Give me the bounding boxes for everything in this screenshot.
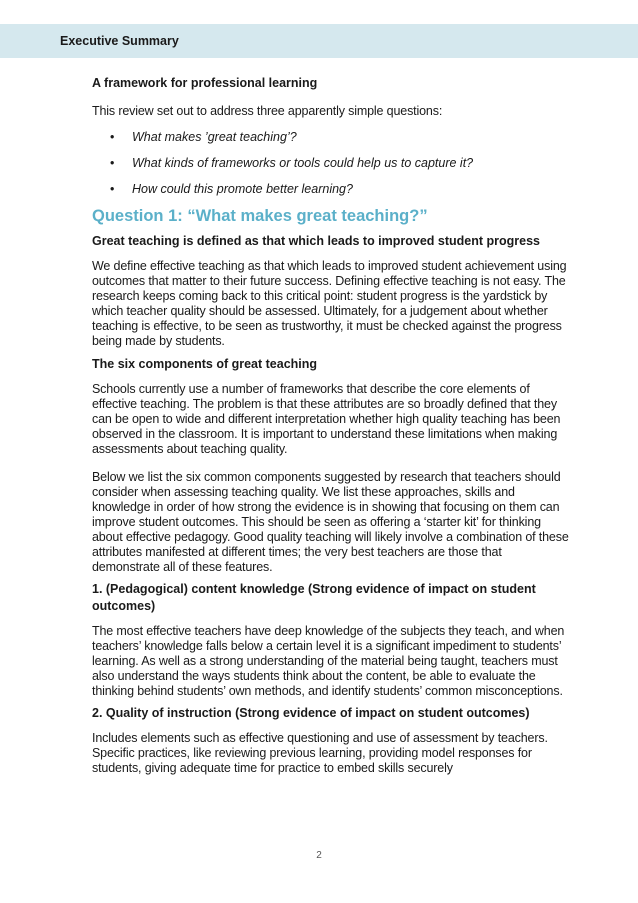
intro-text: This review set out to address three apparently simple questions: bbox=[92, 104, 443, 118]
bullet-icon: • bbox=[110, 182, 115, 196]
list-item: • How could this promote better learning? bbox=[110, 182, 353, 196]
components-text-2: Below we list the six common components suggested by research that teachers should consider when assessing teaching quality. We list these approaches, skills and knowledge in order of how strong the evidence is in showing that focusing on them can improve student outcomes. This should be seen as offering a ‘starter kit’ for thinking about effective pedagogy. Good quality teaching will likely involve a combination of these attributes manifested at different times; the very best teachers are those that demonstrate all of these features. bbox=[92, 470, 569, 574]
intro-heading: A framework for professional learning bbox=[92, 76, 318, 90]
page-number: 2 bbox=[316, 850, 322, 861]
component-2-heading: 2. Quality of instruction (Strong evidence of impact on student outcomes) bbox=[92, 706, 530, 720]
component-1-text: The most effective teachers have deep knowledge of the subjects they teach, and when teachers’ knowledge falls below a certain level it is a significant impediment to students’ learning. As well as a strong understanding of the material being taught, teachers must also understand the ways students think about the content, be able to evaluate the thinking behind students’ own methods, and identify students’ common misconceptions. bbox=[92, 624, 565, 698]
definition-text: We define effective teaching as that which leads to improved student achievement using outcomes that matter to their future success. Defining effective teaching is not easy. The research keeps coming back to this critical point: student progress is the yardstick by which teacher quality should be assessed. Ultimately, for a judgement about whether teaching is effective, to be seen as trustworthy, it must be checked against the progress being made by students. bbox=[92, 259, 567, 348]
page-content bbox=[92, 75, 572, 776]
bullet-icon: • bbox=[110, 130, 115, 144]
question-list bbox=[92, 130, 572, 197]
bullet-icon: • bbox=[110, 156, 115, 170]
list-item: • What kinds of frameworks or tools could help us to capture it? bbox=[110, 156, 474, 170]
section-header-bar bbox=[0, 24, 638, 58]
component-2-text: Includes elements such as effective questioning and use of assessment by teachers. Specific practices, like reviewing previous learning, providing model responses for students, giving adequate time for practice to embed skills securely bbox=[92, 731, 548, 775]
components-heading: The six components of great teaching bbox=[92, 357, 318, 371]
definition-heading: Great teaching is defined as that which leads to improved student progress bbox=[92, 234, 541, 248]
component-1-heading: 1. (Pedagogical) content knowledge (Strong evidence of impact on student outcomes) bbox=[92, 582, 536, 613]
section-title: Executive Summary bbox=[60, 34, 179, 48]
list-item: • What makes ’great teaching’? bbox=[110, 130, 297, 144]
components-text-1: Schools currently use a number of frameworks that describe the core elements of effective teaching. The problem is that these attributes are so broadly defined that they can be open to wide and different interpretation whether high quality teaching has been observed in the classroom. It is important to understand these limitations when making assessments about teaching quality. bbox=[92, 382, 561, 456]
question-1-title: Question 1: “What makes great teaching?” bbox=[92, 207, 428, 225]
